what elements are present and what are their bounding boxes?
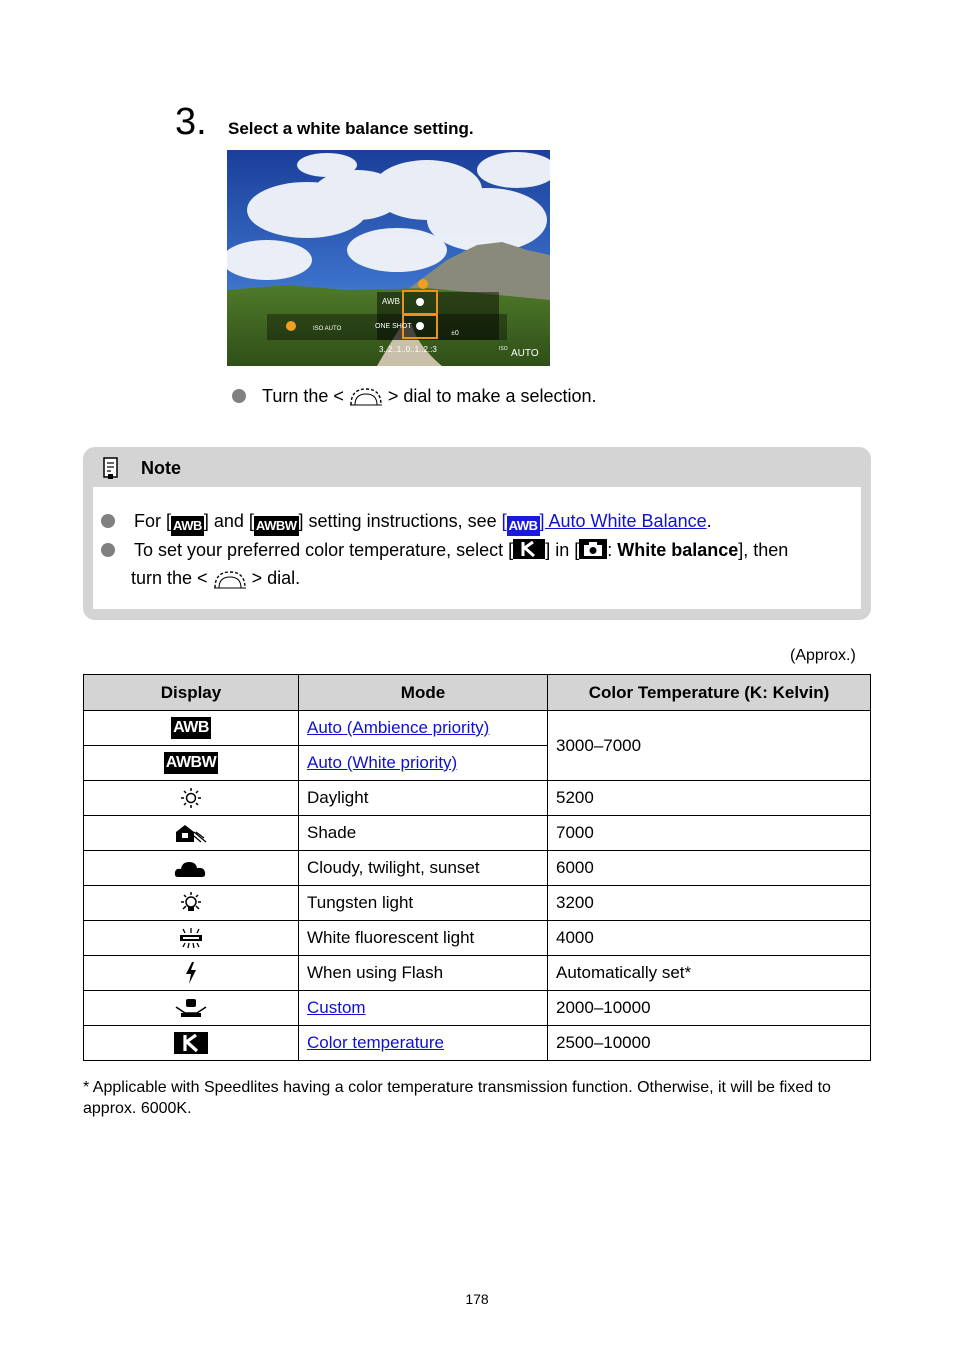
daylight-icon — [180, 787, 202, 809]
auto-white-balance-link[interactable]: ] Auto White Balance — [539, 511, 707, 531]
instruction-before: Turn the < — [262, 385, 344, 406]
temp-cell: 7000 — [548, 816, 871, 851]
temp-cell: 6000 — [548, 851, 871, 886]
auto-white-link[interactable]: Auto (White priority) — [307, 753, 458, 772]
screen-wb-shift: ±0 — [451, 330, 459, 337]
header-color-temp: Color Temperature (K: Kelvin) — [548, 675, 871, 711]
screen-exposure-scale: 3..2..1..0..1..2.:3 — [379, 345, 437, 354]
screen-one-shot-label: ONE SHOT — [375, 323, 412, 330]
kelvin-icon — [174, 1032, 208, 1054]
note-icon — [101, 456, 121, 480]
mode-cell: Cloudy, twilight, sunset — [299, 851, 548, 886]
table-row — [84, 1026, 871, 1061]
color-temperature-link[interactable]: Color temperature — [307, 1033, 445, 1052]
auto-ambience-link[interactable]: Auto (Ambience priority) — [307, 718, 490, 737]
custom-wb-icon — [175, 997, 207, 1019]
mode-cell: Tungsten light — [299, 886, 548, 921]
white-balance-table — [83, 674, 871, 1061]
main-dial-icon — [212, 568, 248, 590]
table-row — [84, 956, 871, 991]
shooting-camera-icon — [579, 539, 607, 559]
bullet-dot — [101, 514, 115, 528]
awbw-icon: AWBW — [164, 752, 218, 774]
auto-wb-link-open[interactable]: [ — [501, 511, 507, 531]
custom-link[interactable]: Custom — [307, 998, 366, 1017]
camera-screen-image — [227, 150, 550, 366]
temp-cell: 2000–10000 — [548, 991, 871, 1026]
shade-icon — [174, 822, 208, 844]
table-row — [84, 886, 871, 921]
awb-link-icon[interactable]: AWB — [507, 516, 540, 536]
flash-icon — [183, 961, 199, 985]
temp-cell: 3200 — [548, 886, 871, 921]
temp-cell: 5200 — [548, 781, 871, 816]
tungsten-icon — [179, 891, 203, 915]
mode-cell: White fluorescent light — [299, 921, 548, 956]
awb-icon: AWB — [171, 516, 204, 536]
note-title: Note — [141, 458, 181, 478]
awbw-icon: AWBW — [254, 516, 299, 536]
mode-cell: Shade — [299, 816, 548, 851]
instruction-after: > dial to make a selection. — [387, 385, 597, 406]
screen-iso-auto-label: ISO AUTO — [313, 326, 342, 332]
note-item-2: To set your preferred color temperature, select [ ] in [ : White balance], then turn the < > dial. — [101, 536, 861, 592]
footnote: * Applicable with Speedlites having a color temperature transmission function. Otherwise, it will be fixed to approx. 6000K. — [83, 1079, 831, 1117]
fluorescent-icon — [178, 927, 204, 949]
table-row — [84, 991, 871, 1026]
step-title: Select a white balance setting. — [228, 119, 474, 138]
header-display: Display — [84, 675, 299, 711]
kelvin-icon — [513, 539, 545, 559]
table-header-row — [84, 675, 871, 711]
screen-iso-label: ISO — [499, 346, 508, 352]
mode-cell: Daylight — [299, 781, 548, 816]
table-row — [84, 781, 871, 816]
table-row — [84, 921, 871, 956]
awb-icon: AWB — [171, 717, 211, 739]
table-row — [84, 816, 871, 851]
main-dial-icon — [348, 385, 384, 407]
note-item-1: For [ AWB ] and [ AWBW ] setting instructions, see [ AWB ] Auto White Balance. — [101, 507, 861, 536]
instruction-bullet — [232, 384, 597, 408]
approx-label: (Approx.) — [790, 647, 856, 664]
page-number: 178 — [465, 1291, 489, 1307]
screen-iso-value: AUTO — [511, 348, 539, 359]
bullet-dot — [232, 389, 246, 403]
table-row — [84, 851, 871, 886]
temp-cell: 4000 — [548, 921, 871, 956]
table-row — [84, 711, 871, 746]
temp-cell: Automatically set* — [548, 956, 871, 991]
mode-cell: When using Flash — [299, 956, 548, 991]
screen-awb-label: AWB — [382, 297, 400, 306]
temp-cell: 3000–7000 — [548, 711, 871, 781]
temp-cell: 2500–10000 — [548, 1026, 871, 1061]
header-mode: Mode — [299, 675, 548, 711]
cloudy-icon — [174, 857, 208, 879]
step-number: 3. — [175, 101, 207, 143]
bullet-dot — [101, 543, 115, 557]
